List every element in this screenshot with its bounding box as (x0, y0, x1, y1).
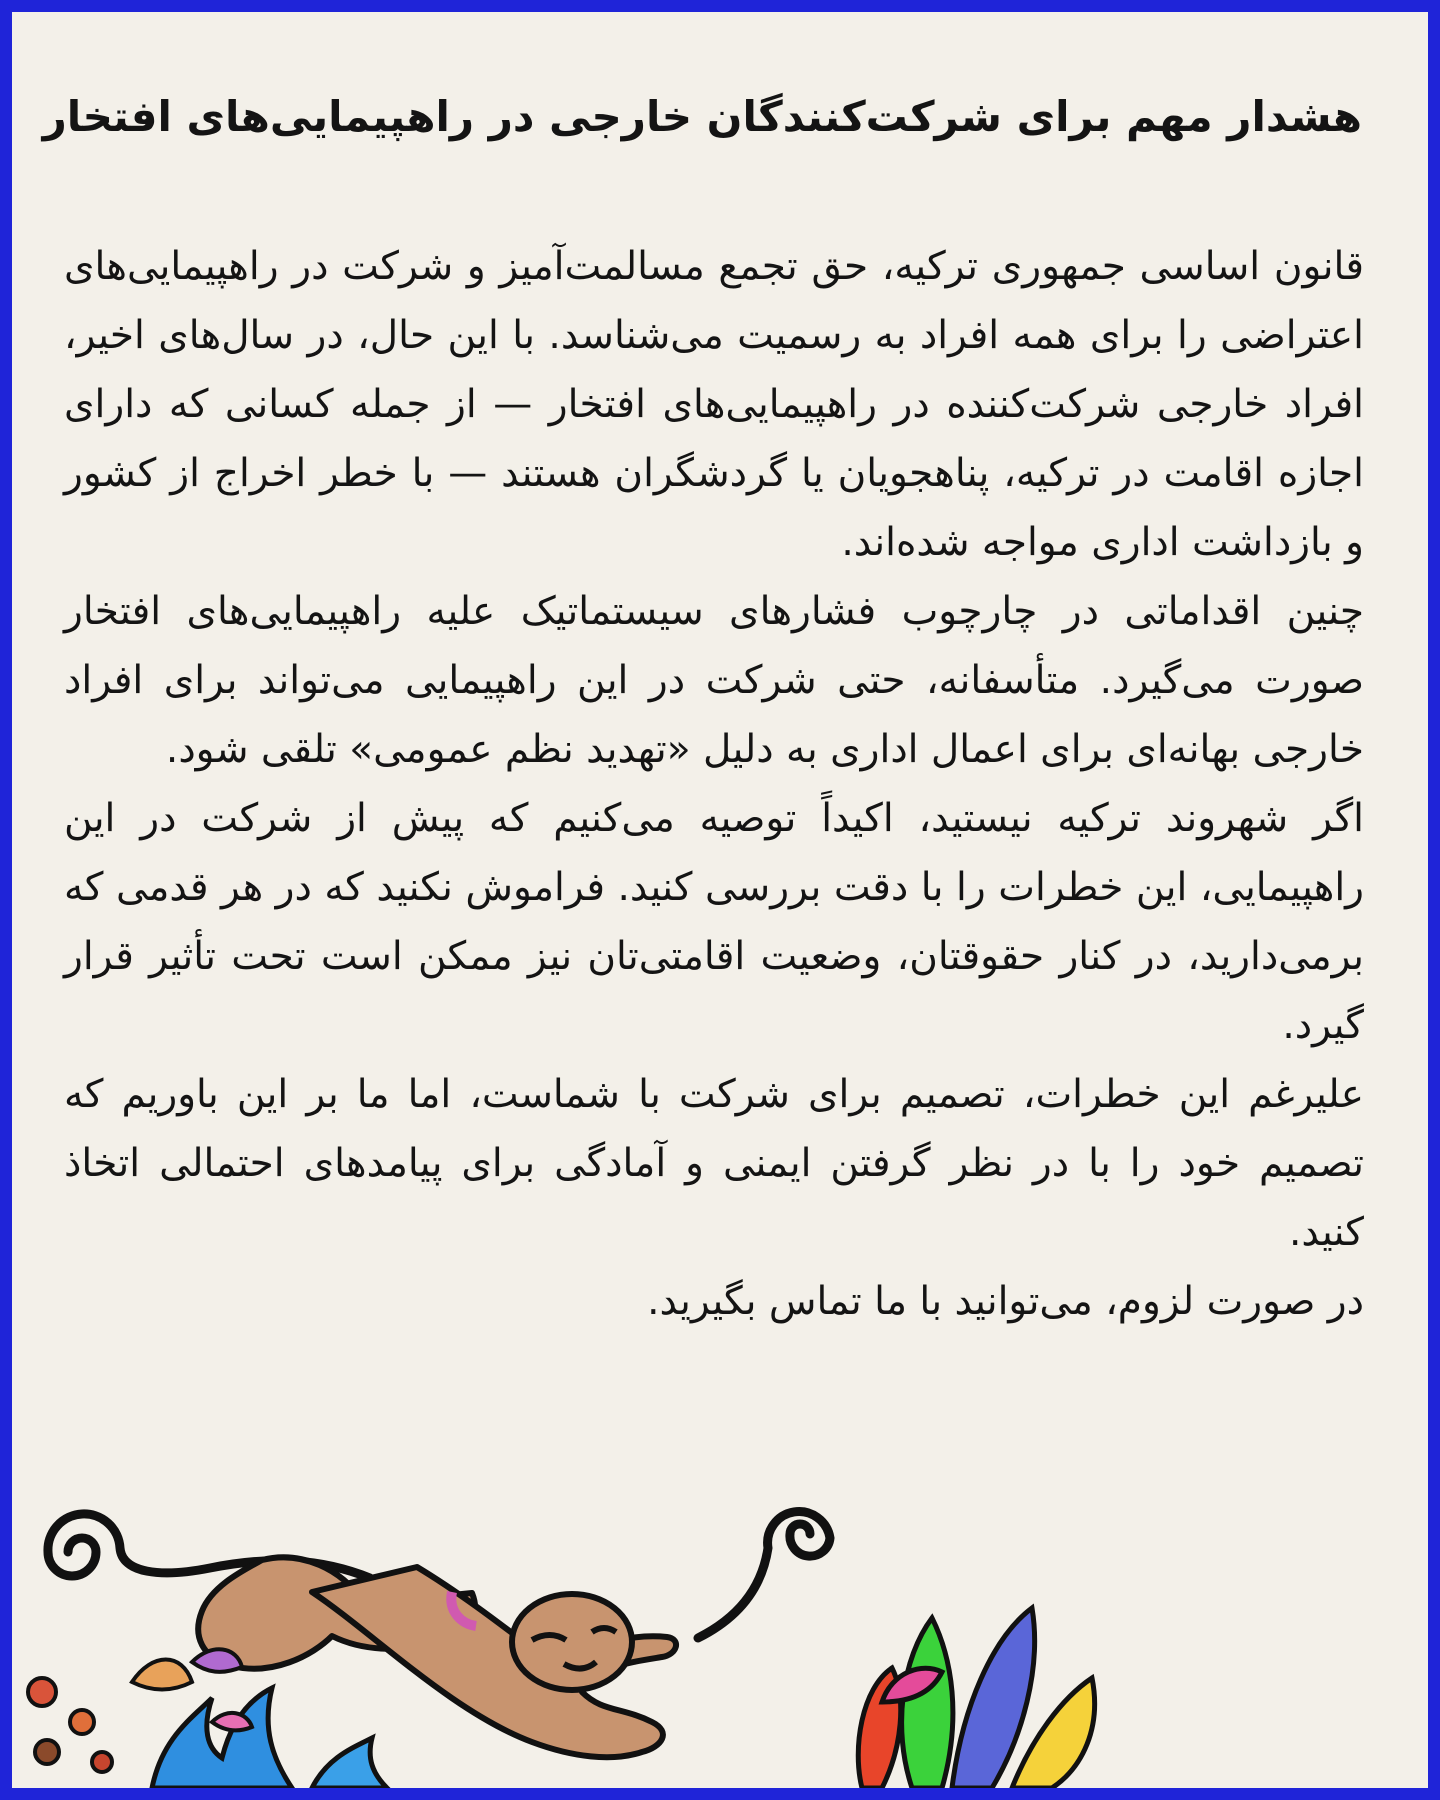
right-spiral-icon (698, 1512, 830, 1638)
paragraph-2: چنین اقداماتی در چارچوب فشارهای سیستماتیک علیه راهپیمایی‌های افتخار صورت می‌گیرد. متأسفانه، حتی شرکت در این راهپیمایی می‌تواند برای افراد خارجی بهانه‌ای برای اعمال اداری به دلیل «تهدید نظم عمومی» تلقی شود. (64, 589, 1364, 772)
paragraph-1: قانون اساسی جمهوری ترکیه، حق تجمع مسالمت‌آمیز و شرکت در راهپیمایی‌های اعتراضی را برای همه افراد به رسمیت می‌شناسد. با این حال، در سال‌های اخیر، افراد خارجی شرکت‌کننده در راهپیمایی‌های افتخار — از جمله کسانی که دارای اجازه اقامت در ترکیه، پناهجویان یا گردشگران هستند — با خطر اخراج از کشور و بازداشت اداری مواجه شده‌اند. (64, 244, 1364, 565)
paragraph-4: علیرغم این خطرات، تصمیم برای شرکت با شماست، اما ما بر این باوریم که تصمیم خود را با در نظر گرفتن ایمنی و آمادگی برای پیامدهای احتمالی اتخاذ کنید. (64, 1072, 1364, 1255)
document-page (12, 12, 1428, 1788)
swimmer-illustration (12, 1492, 1112, 1788)
paragraph-3: اگر شهروند ترکیه نیستید، اکیداً توصیه می‌کنیم که پیش از شرکت در این راهپیمایی، این خطرات را با دقت بررسی کنید. فراموش نکنید که در هر قدمی که برمی‌دارید، در کنار حقوقتان، وضعیت اقامتی‌تان نیز ممکن است تحت تأثیر قرار گیرد. (64, 796, 1364, 1048)
paragraph-5: در صورت لزوم، می‌توانید با ما تماس بگیرید. (647, 1279, 1364, 1324)
document-title: هشدار مهم برای شرکت‌کنندگان خارجی در راهپیمایی‌های افتخار (42, 92, 1362, 141)
wave-icon (152, 1688, 387, 1788)
document-body (64, 232, 1364, 1336)
coral-icon (858, 1608, 1094, 1788)
